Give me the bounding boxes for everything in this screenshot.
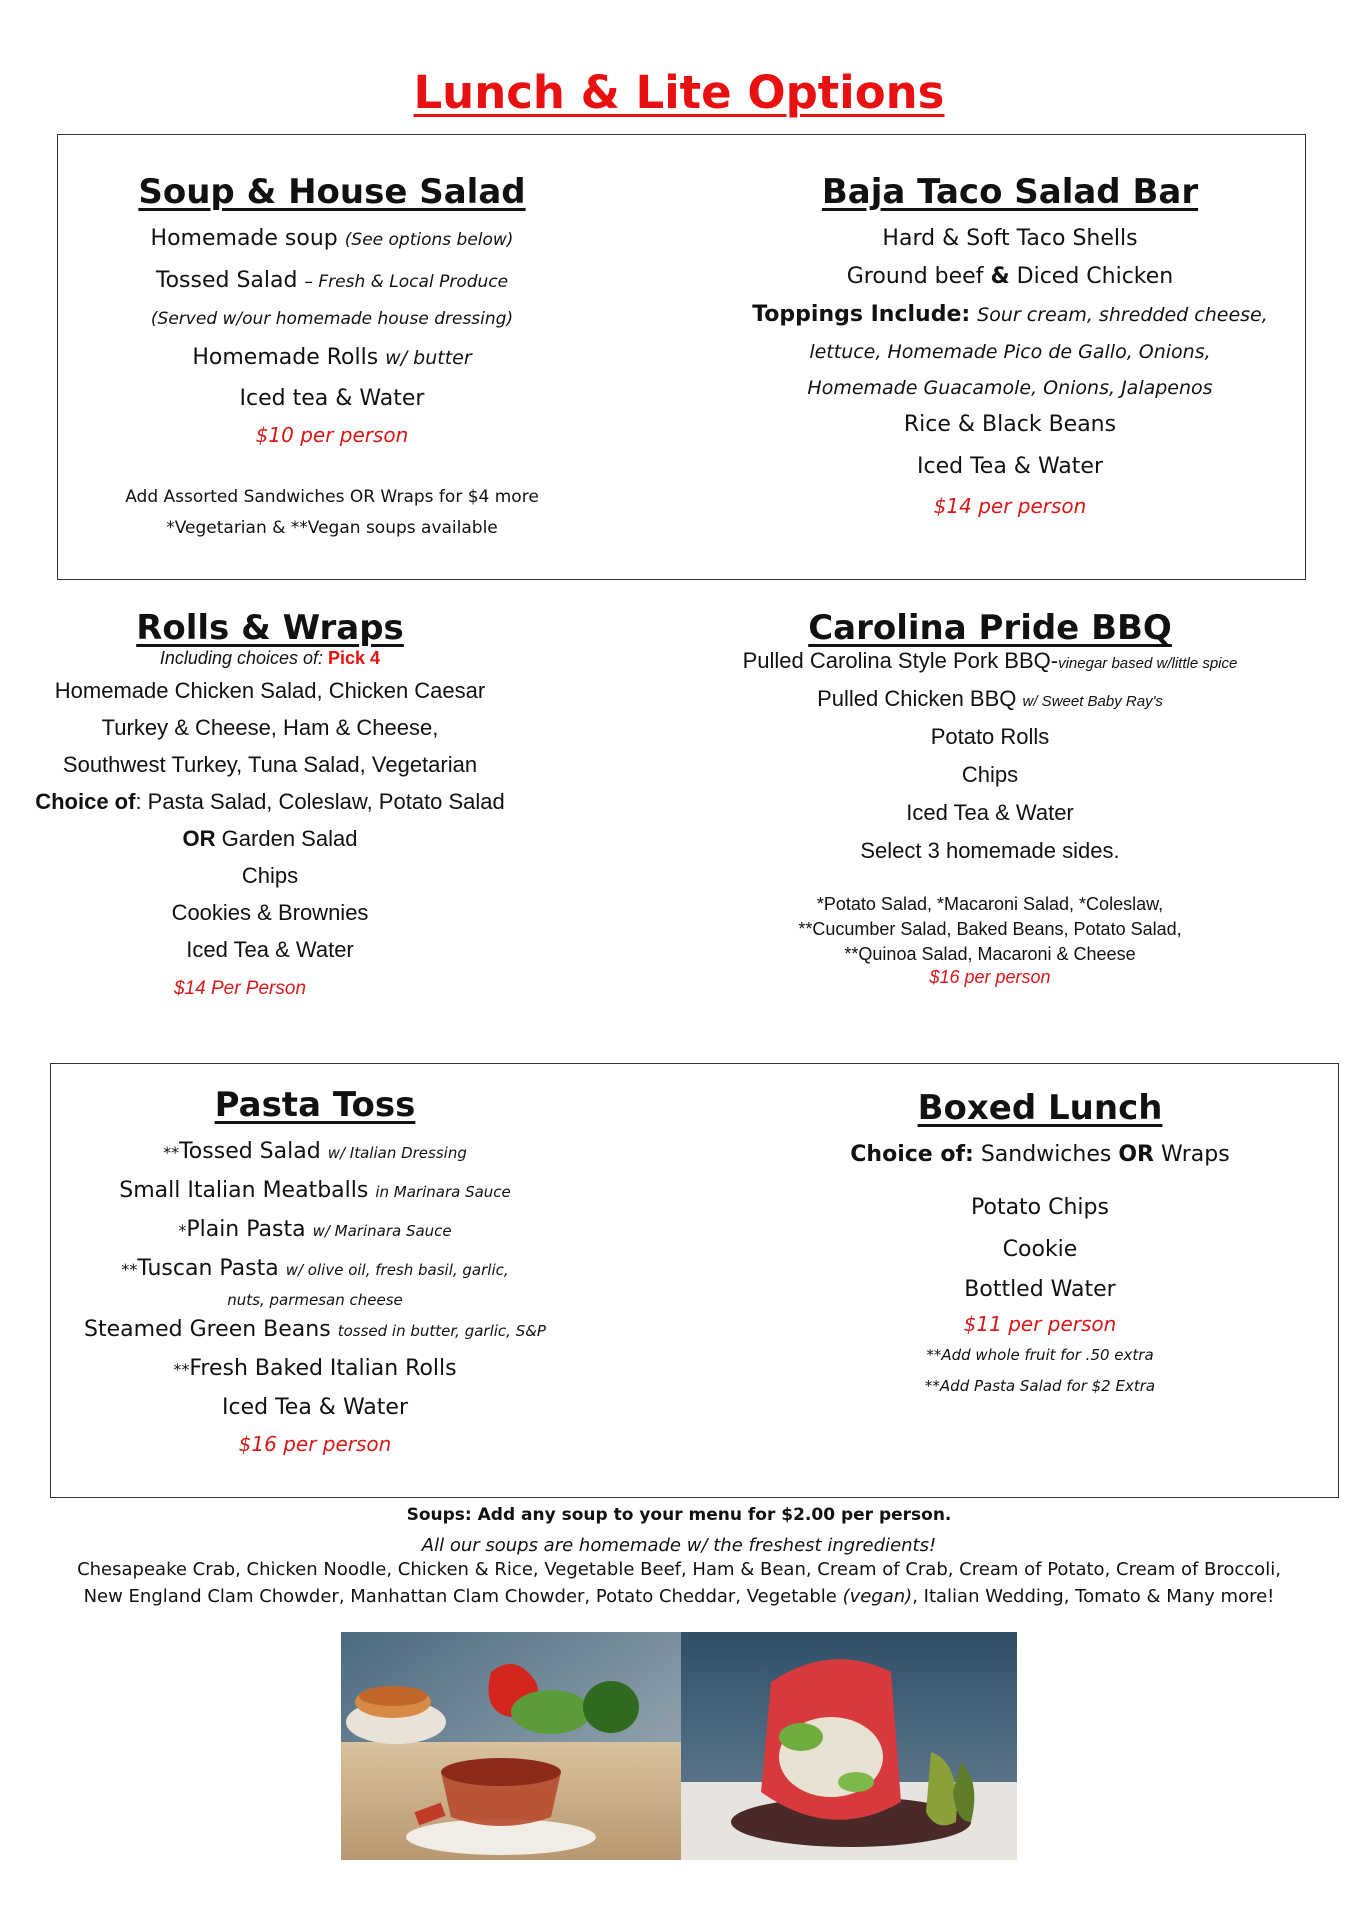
taco-heading: Baja Taco Salad Bar	[821, 172, 1199, 212]
toppings-line: Toppings Include: Sour cream, shredded cheese,	[752, 302, 1268, 327]
pasta-plain-line: *Plain Pasta w/ Marinara Sauce	[178, 1217, 452, 1242]
bbq-section	[700, 608, 1280, 988]
bbq-sides-line-2: **Cucumber Salad, Baked Beans, Potato Salad,	[798, 919, 1182, 939]
taco-meat-line: Ground beef & Diced Chicken	[846, 264, 1174, 289]
rolls-drinks-line: Iced Tea & Water	[186, 937, 354, 962]
taco-shells-line: Hard & Soft Taco Shells	[882, 226, 1138, 251]
rolls-price: $14 Per Person	[173, 978, 307, 999]
boxed-cookie-line: Cookie	[1002, 1237, 1078, 1262]
rolls-choice-line-3: Southwest Turkey, Tuna Salad, Vegetarian	[62, 752, 478, 777]
bbq-rolls-line: Potato Rolls	[930, 724, 1050, 749]
wrap-photo	[681, 1632, 1017, 1860]
bbq-sides-instruction: Select 3 homemade sides.	[860, 838, 1120, 863]
boxed-section	[760, 1088, 1320, 1395]
dressing-note: (Served w/our homemade house dressing)	[150, 309, 514, 329]
soup-salad-price: $10 per person	[255, 423, 409, 447]
soups-list-line-2: New England Clam Chowder, Manhattan Clam Chowder, Potato Cheddar, Vegetable (vegan), Italian Wedding, Tomato & Many more!	[83, 1586, 1275, 1607]
vegan-note: *Vegetarian & **Vegan soups available	[166, 518, 498, 538]
rolls-heading: Rolls & Wraps	[136, 608, 404, 648]
boxed-choice-line: Choice of: Sandwiches OR Wraps	[850, 1142, 1230, 1167]
iced-tea-line: Iced tea & Water	[239, 386, 425, 411]
boxed-heading: Boxed Lunch	[917, 1088, 1163, 1128]
boxed-price: $11 per person	[963, 1312, 1117, 1336]
soups-list-line-1: Chesapeake Crab, Chicken Noodle, Chicken & Rice, Vegetable Beef, Ham & Bean, Cream of Crab, Cream of Potato, Cream of Broccoli,	[77, 1559, 1281, 1580]
rolls-dessert-line: Cookies & Brownies	[171, 900, 369, 925]
pasta-tuscan-line: **Tuscan Pasta w/ olive oil, fresh basil, garlic,	[121, 1256, 509, 1281]
rolls-choice-line-1: Homemade Chicken Salad, Chicken Caesar	[54, 678, 486, 703]
rolls-chips-line: Chips	[241, 863, 299, 888]
boxed-water-line: Bottled Water	[964, 1277, 1116, 1302]
pasta-tuscan-note: nuts, parmesan cheese	[227, 1291, 403, 1309]
soups-tagline: All our soups are homemade w/ the freshest ingredients!	[421, 1535, 937, 1556]
soup-salad-heading: Soup & House Salad	[138, 172, 526, 212]
bbq-chicken-line: Pulled Chicken BBQ w/ Sweet Baby Ray's	[817, 686, 1163, 711]
taco-price: $14 per person	[933, 494, 1087, 518]
page-title: Lunch & Lite Options	[413, 66, 945, 119]
bbq-pork-line: Pulled Carolina Style Pork BBQ-vinegar based w/little spice	[742, 648, 1238, 673]
boxed-pasta-note: **Add Pasta Salad for $2 Extra	[924, 1377, 1156, 1395]
toppings-line-3: Homemade Guacamole, Onions, Jalapenos	[807, 377, 1213, 399]
soups-headline: Soups: Add any soup to your menu for $2.00 per person.	[406, 1505, 952, 1525]
boxed-chips-line: Potato Chips	[971, 1195, 1109, 1220]
bbq-heading: Carolina Pride BBQ	[808, 608, 1172, 648]
pasta-drinks-line: Iced Tea & Water	[222, 1395, 408, 1420]
rolls-choice-line-2: Turkey & Cheese, Ham & Cheese,	[101, 715, 439, 740]
soup-line: Homemade soup (See options below)	[150, 226, 514, 251]
bbq-drinks-line: Iced Tea & Water	[906, 800, 1074, 825]
bbq-sides-line-1: *Potato Salad, *Macaroni Salad, *Coleslaw,	[816, 894, 1164, 914]
pasta-beans-line: Steamed Green Beans tossed in butter, garlic, S&P	[84, 1317, 546, 1342]
taco-drinks-line: Iced Tea & Water	[917, 454, 1103, 479]
toppings-line-2: lettuce, Homemade Pico de Gallo, Onions,	[809, 341, 1211, 363]
rice-beans-line: Rice & Black Beans	[903, 412, 1117, 437]
pasta-rolls-line: **Fresh Baked Italian Rolls	[173, 1356, 457, 1381]
rolls-sides-line: Choice of: Pasta Salad, Coleslaw, Potato Salad	[35, 789, 505, 814]
boxed-fruit-note: **Add whole fruit for .50 extra	[926, 1346, 1154, 1364]
bbq-chips-line: Chips	[961, 762, 1019, 787]
pasta-salad-line: **Tossed Salad w/ Italian Dressing	[163, 1139, 467, 1164]
pasta-heading: Pasta Toss	[214, 1085, 416, 1125]
sandwich-addon-note: Add Assorted Sandwiches OR Wraps for $4 more	[125, 487, 539, 507]
bbq-sides-line-3: **Quinoa Salad, Macaroni & Cheese	[844, 944, 1136, 964]
taco-section	[700, 172, 1320, 518]
tossed-salad-line: Tossed Salad – Fresh & Local Produce	[155, 268, 509, 293]
salsa-bowl-photo	[341, 1632, 681, 1860]
pasta-section	[50, 1085, 580, 1456]
pasta-price: $16 per person	[238, 1432, 392, 1456]
pasta-meatballs-line: Small Italian Meatballs in Marinara Sauce	[119, 1178, 511, 1203]
rolls-garden-line: OR Garden Salad	[182, 826, 358, 851]
bbq-price: $16 per person	[929, 967, 1051, 987]
rolls-line: Homemade Rolls w/ butter	[192, 345, 472, 370]
soup-salad-section	[67, 172, 597, 538]
rolls-section	[20, 608, 520, 963]
rolls-subheading: Including choices of: Pick 4	[159, 648, 381, 668]
